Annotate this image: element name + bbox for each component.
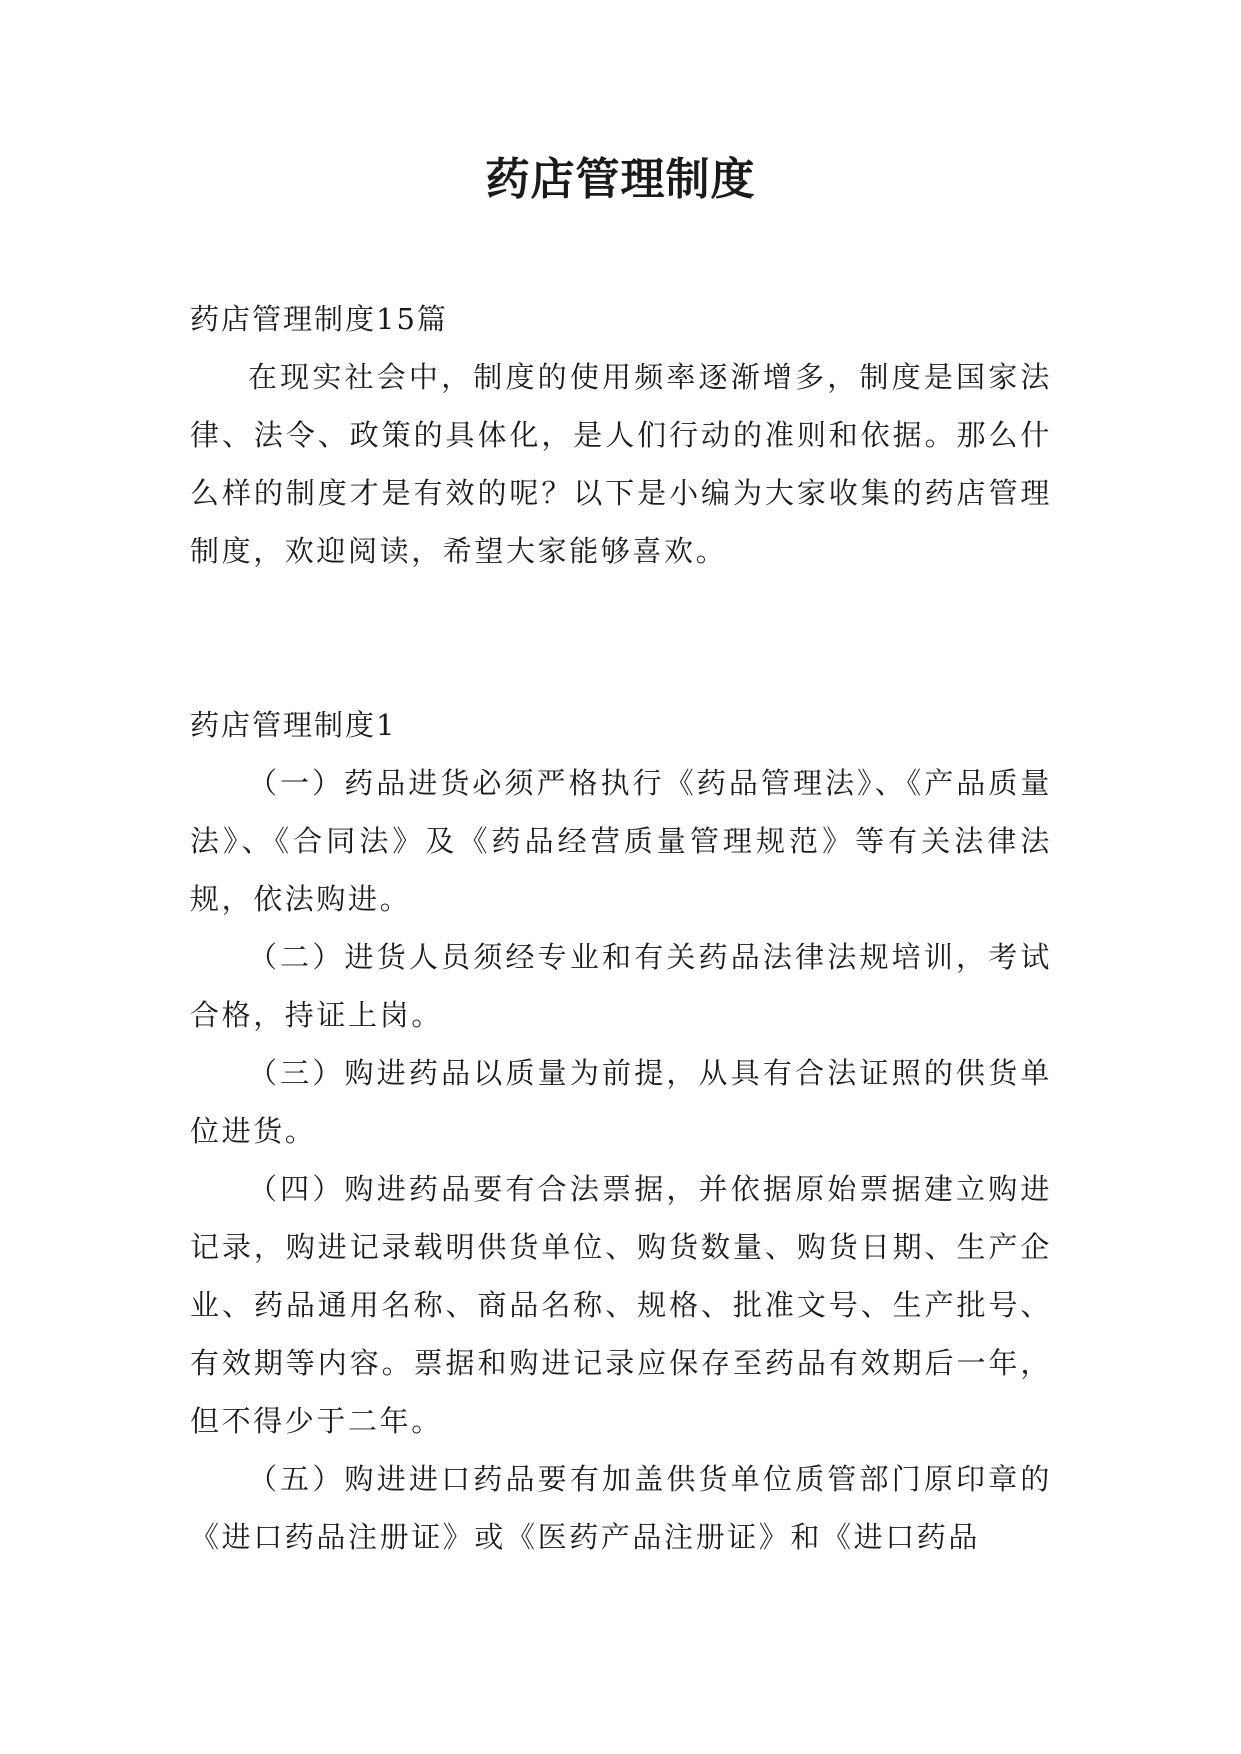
document-body	[190, 290, 1052, 1566]
section-1-paragraph-5: （五）购进进口药品要有加盖供货单位质管部门原印章的《进口药品注册证》或《医药产品注册证》和《进口药品	[190, 1462, 1052, 1554]
intro-heading: 药店管理制度15篇	[190, 302, 448, 336]
section-1-paragraph-3: （三）购进药品以质量为前提，从具有合法证照的供货单位进货。	[190, 1056, 1052, 1148]
section-1-paragraph-1: （一）药品进货必须严格执行《药品管理法》、《产品质量法》、《合同法》及《药品经营质量管理规范》等有关法律法规，依法购进。	[190, 766, 1052, 916]
document-title: 药店管理制度	[485, 154, 756, 205]
section-1-heading: 药店管理制度1	[190, 708, 397, 742]
section-1-paragraph-2: （二）进货人员须经专业和有关药品法律法规培训，考试合格，持证上岗。	[190, 940, 1052, 1032]
section-spacer	[190, 580, 1052, 696]
section-1-paragraph-4: （四）购进药品要有合法票据，并依据原始票据建立购进记录，购进记录载明供货单位、购货数量、购货日期、生产企业、药品通用名称、商品名称、规格、批准文号、生产批号、有效期等内容。票据和购进记录应保存至药品有效期后一年，但不得少于二年。	[190, 1172, 1052, 1438]
intro-paragraph: 在现实社会中，制度的使用频率逐渐增多，制度是国家法律、法令、政策的具体化，是人们行动的准则和依据。那么什么样的制度才是有效的呢？以下是小编为大家收集的药店管理制度，欢迎阅读，希望大家能够喜欢。	[190, 360, 1052, 568]
